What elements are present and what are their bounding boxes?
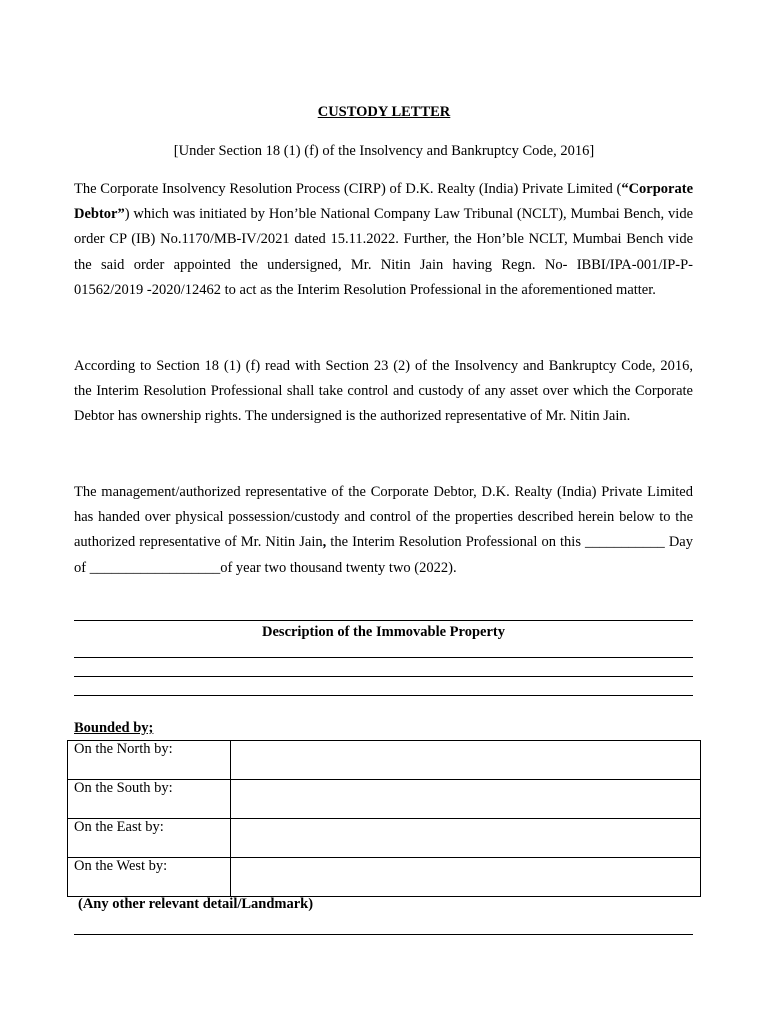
document-subtitle: [Under Section 18 (1) (f) of the Insolvency and Bankruptcy Code, 2016]	[173, 143, 595, 159]
bound-north-label: On the North by:	[68, 741, 231, 780]
paragraph-3-text-b: the Interim Resolution Professional on this ___________ Day of __________________of year two thousand twenty two (2022).	[74, 534, 693, 576]
bound-south-label: On the South by:	[68, 780, 231, 819]
paragraph-cirp-intro	[74, 177, 693, 303]
bound-west-label: On the West by:	[68, 858, 231, 897]
table-row	[68, 858, 701, 897]
paragraph-3-bold-comma: ,	[322, 534, 327, 551]
bounded-by-label: Bounded by;	[74, 720, 154, 736]
paragraph-1-text-b: ) which was initiated by Hon’ble National Company Law Tribunal (NCLT), Mumbai Bench, vide order CP (IB) No.1170/MB-IV/2021 dated 15.11.2022. Further, the Hon’ble NCLT, Mumbai Bench vide the said order appointed the undersigned, Mr. Nitin Jain having Regn. No- IBBI/IPA-001/IP-P-01562/2019 -2020/12462 to act as the Interim Resolution Professional in the aforementioned matter.	[74, 206, 693, 298]
table-row	[68, 819, 701, 858]
other-detail-label: (Any other relevant detail/Landmark)	[78, 896, 314, 912]
bound-north-field[interactable]	[231, 741, 701, 780]
corporate-debtor-term: “Corporate Debtor”	[74, 181, 693, 223]
document-title: CUSTODY LETTER	[317, 104, 451, 120]
divider-top	[74, 620, 693, 621]
bound-east-field[interactable]	[231, 819, 701, 858]
paragraph-handover	[74, 480, 693, 581]
blank-line-3	[74, 695, 693, 696]
bound-east-label: On the East by:	[68, 819, 231, 858]
blank-line-2	[74, 676, 693, 677]
paragraph-section-18: According to Section 18 (1) (f) read with Section 23 (2) of the Insolvency and Bankruptcy Code, 2016, the Interim Resolution Professional shall take control and custody of any asset over which the Corporate Debtor has ownership rights. The undersigned is the authorized representative of Mr. Nitin Jain.	[74, 358, 693, 425]
paragraph-3-text-a: The management/authorized representative of the Corporate Debtor, D.K. Realty (India) Private Limited has handed over physical possession/custody and control of the properties described herein below to the authorized representative of Mr. Nitin Jain	[74, 484, 693, 551]
paragraph-1-text-a: The Corporate Insolvency Resolution Process (CIRP) of D.K. Realty (India) Private Limited (	[74, 181, 622, 197]
bound-west-field[interactable]	[231, 858, 701, 897]
divider-bottom	[74, 934, 693, 935]
table-row	[68, 741, 701, 780]
table-row	[68, 780, 701, 819]
description-title: Description of the Immovable Property	[262, 624, 505, 640]
bounds-table	[67, 740, 701, 897]
bound-south-field[interactable]	[231, 780, 701, 819]
blank-line-1	[74, 657, 693, 658]
